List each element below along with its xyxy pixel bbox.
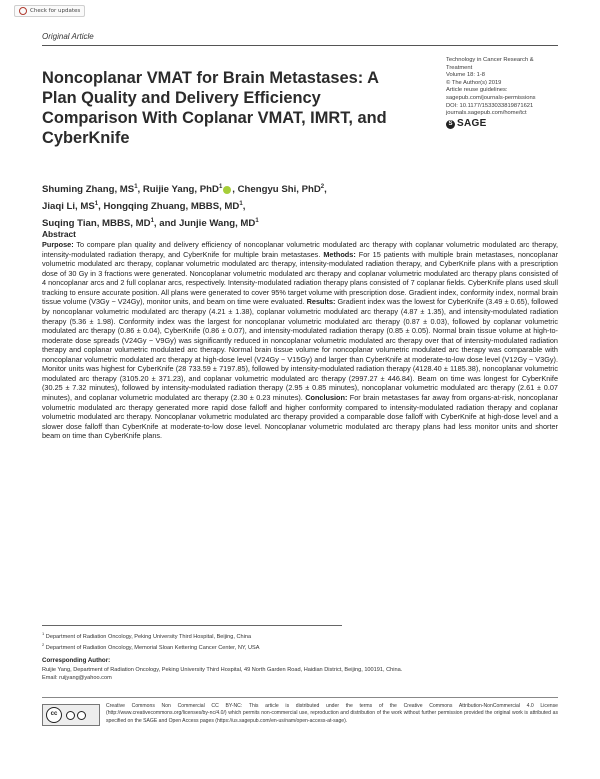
affiliation-mark: 1	[42, 631, 45, 636]
corresponding-author-address: Ruijie Yang, Department of Radiation Oncology, Peking University Third Hospital, 49 North Garden Road, Haidian District, Beijing, 100191, China.	[42, 667, 403, 673]
cc-by-nc-badge[interactable]	[42, 704, 100, 726]
author-name: Suqing Tian, MBBS, MD	[42, 218, 151, 230]
affiliation-text: Department of Radiation Oncology, Peking University Third Hospital, Beijing, China	[44, 633, 252, 640]
purpose-label: Purpose:	[42, 240, 74, 249]
check-for-updates-badge[interactable]	[14, 5, 85, 17]
license-divider	[42, 697, 558, 698]
author-name: , Hongqing Zhuang, MBBS, MD	[98, 201, 240, 213]
affiliation-item	[42, 641, 562, 652]
journal-doi[interactable]: DOI: 10.1177/1533033819871621	[446, 102, 534, 109]
journal-url[interactable]: journals.sagepub.com/home/tct	[446, 110, 527, 117]
author-name: Jiaqi Li, MS	[42, 201, 95, 213]
sage-logo-text: SAGE	[457, 118, 487, 130]
license-icons	[66, 711, 86, 720]
methods-label: Methods:	[323, 249, 356, 259]
noncommercial-icon	[77, 711, 86, 720]
journal-name-line1: Technology in Cancer Research &	[446, 57, 534, 63]
affiliation-mark: 2	[42, 641, 45, 647]
orcid-icon[interactable]	[223, 186, 231, 194]
author-name: , Chengyu Shi, PhD	[232, 184, 321, 196]
attribution-icon	[66, 711, 75, 720]
author-list: Shuming Zhang, $MS^1$, Ruijie Yang, PhD$^1$ , Chengyu Shi, PhD$^2$, Jiaqi Li, $MS^1$, Hongqing Zhuang, MBBS, $MD^1$, Suqing Tian, MBBS, $MD^1$, and Junjie Wang, $MD^1$	[42, 184, 327, 230]
author-affiliation-mark: 1	[218, 184, 223, 190]
journal-volume: Volume 18: 1-8	[446, 72, 485, 79]
author-name: Shuming Zhang, MS	[42, 184, 135, 196]
author-affiliation-mark: 1	[239, 201, 243, 208]
abstract-body	[42, 240, 558, 441]
paper-title: Noncoplanar VMAT for Brain Metastases: A Plan Quality and Delivery Efficiency Comparison With Coplanar VMAT, IMRT, and CyberKnife	[42, 69, 387, 147]
conclusion-text: For brain metastases far away from organs-at-risk, noncoplanar volumetric modulated arc therapy generated more rapid dose falloff and higher conformity compared to intensity-modulated radiation therapy and coplanar volumetric modulated arc therapy. Noncoplanar volumetric modulated arc therapy provided a comparable dose falloff with CyberKnife at high-dose level and a slower dose falloff than CyberKnife at moderate-to-low dose level. Noncoplanar volumetric modulated arc therapy plans had less monitor units and shorter beam on time than CyberKnife plans.	[42, 393, 559, 441]
license-text: Creative Commons Non Commercial CC BY-NC: This article is distributed under the terms of the Creative Commons Attribution-NonCommercial 4.0 License (http://www.creativecommons.org/licenses/by-nc/4.0/) which permits non-commercial use, reproduction and distribution of the work without further permission provided the original work is attributed as specified on the SAGE and Open Access pages (https://us.sagepub.com/en-us/nam/open-access-at-sage).	[106, 703, 558, 724]
author-affiliation-mark: 1	[255, 218, 259, 225]
affiliations	[42, 630, 562, 652]
results-text: Gradient index was the lowest for CyberKnife (3.49 ± 0.65), followed by noncoplanar volumetric modulated arc therapy (4.21 ± 1.38), coplanar volumetric modulated arc therapy (4.87 ± 1.35), and intensity-modulated radiation therapy (5.36 ± 1.98). Conformity index was the largest for noncoplanar volumetric modulated arc therapy (0.87 ± 0.03), followed by coplanar volumetric modulated arc therapy (0.86 ± 0.04), CyberKnife (0.86 ± 0.07), and intensity-modulated radiation therapy (0.85 ± 0.05). Normal brain tissue volume at high-to-moderate dose spreads (V24Gy − V9Gy) was significantly reduced in noncoplanar volumetric modulated arc therapy over that of intensity-modulated radiation therapy and coplanar volumetric modulated arc therapy. Normal brain tissue volume for noncoplanar volumetric modulated arc therapy was comparable with noncoplanar volumetric modulated arc therapy at high-dose level (V24Gy − V15Gy) and larger than CyberKnife at moderate-to-low dose level (V12Gy − V3Gy). Monitor units was highest for CyberKnife (28 733.59 ± 7197.85), followed by intensity-modulated radiation therapy (4128.40 ± 1185.38), noncoplanar volumetric modulated arc therapy (3105.20 ± 371.23), and coplanar volumetric modulated arc therapy (2997.27 ± 446.84). Beam on time was longest for CyberKnife (30.25 ± 7.32 minutes), followed by intensity-modulated radiation therapy (2.95 ± 0.85 minutes), noncoplanar volumetric modulated arc therapy (2.61 ± 0.07 minutes), and coplanar volumetric modulated arc therapy (2.30 ± 0.23 minutes).	[42, 297, 558, 402]
update-icon	[19, 7, 27, 15]
journal-info	[446, 57, 576, 129]
author-affiliation-mark: 1	[150, 218, 154, 225]
author-name: , and Junjie Wang, MD	[153, 218, 256, 230]
author-affiliation-mark: 1	[94, 201, 99, 208]
creative-commons-icon: cc	[46, 707, 62, 723]
conclusion-label: Conclusion:	[305, 393, 348, 402]
corresponding-author-email[interactable]: Email: ruijyang@yahoo.com	[42, 675, 112, 681]
methods-text: For 15 patients with multiple brain metastases, noncoplanar volumetric modulated arc therapy, coplanar volumetric modulated arc therapy, intensity-modulated radiation therapy, and CyberKnife plans with a prescription dose of 30 Gy in 3 fractions were generated. Noncoplanar volumetric modulated arc therapy and coplanar volumetric modulated arc therapy plans consisted of 4 noncoplanar arcs and 2 full coplanar arcs, respectively. Intensity-modulated radiation therapy plans consisted of 7 coplanar fields. CyberKnife plans used skull tracking to ensure accurate position. All plans were generated to cover 95% target volume with prescription dose. Gradient index, conformity index, normal brain tissue volume (V3Gy − V24Gy), monitor units, and beam on time were evaluated.	[42, 249, 559, 307]
header-divider	[42, 45, 558, 46]
author-affiliation-mark: 2	[320, 184, 325, 190]
journal-copyright: © The Author(s) 2019	[446, 79, 502, 86]
affiliation-text: Department of Radiation Oncology, Memorial Sloan Kettering Cancer Center, NY, USA	[44, 644, 260, 651]
sage-logo	[446, 120, 576, 129]
results-label: Results:	[306, 297, 336, 307]
corresponding-author-heading: Corresponding Author:	[42, 657, 111, 664]
purpose-text: To compare plan quality and delivery efficiency of noncoplanar volumetric modulated arc therapy with coplanar volumetric modulated arc therapy, intensity-modulated radiation therapy, and CyberKnife for multiple brain metastases.	[42, 240, 558, 259]
abstract-heading: Abstract	[42, 229, 76, 239]
journal-reuse: Article reuse guidelines:	[446, 87, 508, 94]
check-for-updates-label: Check for updates	[30, 8, 81, 14]
sage-logo-icon: S	[446, 120, 455, 129]
corresponding-author	[42, 666, 562, 682]
footnote-divider	[42, 625, 342, 626]
article-type: Original Article	[42, 32, 94, 41]
author-name: , Ruijie Yang, PhD	[137, 184, 219, 196]
journal-name-line2: Treatment	[446, 64, 473, 71]
author-affiliation-mark: 1	[134, 184, 138, 190]
affiliation-item	[42, 630, 562, 641]
journal-permissions-link[interactable]: sagepub.com/journals-permissions	[446, 94, 536, 101]
